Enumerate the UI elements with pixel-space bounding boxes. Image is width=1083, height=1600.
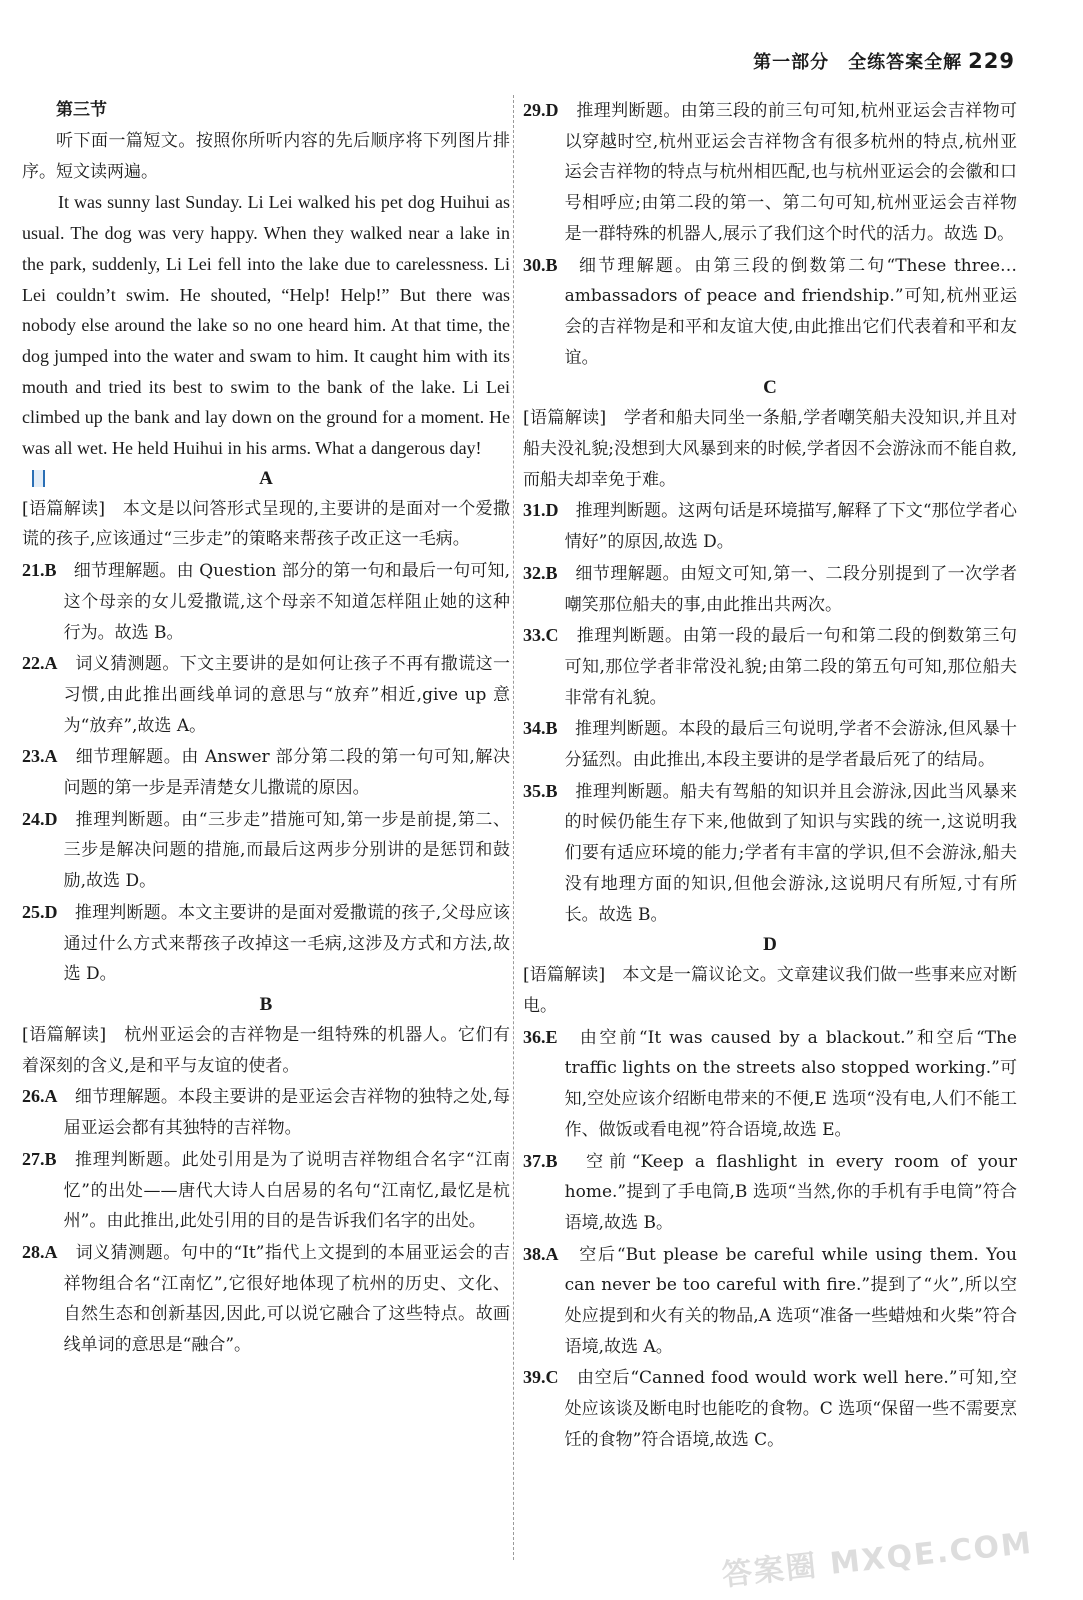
- answer-item: 25.D 推理判断题。本文主要讲的是面对爱撒谎的孩子,父母应该通过什么方式来帮孩子改掉这一毛病,这涉及方式和方法,故选 D。: [22, 901, 511, 985]
- listening-passage: It was sunny last Sunday. Li Lei walked his pet dog Huihui as usual. The dog was very happy. When they walked near a lake in the park, suddenly, Li Lei fell into the lake due to carelessness. Li Lei couldn’t swim. He shouted, “Help! Help!” But there was nobody else around the lake so no one heard him. At that time, the dog jumped into the water and swam to him. It caught him with its mouth and tried its best to swim to the bank of the lake. Li Lei climbed up the bank and lay down on the ground for a moment. He was all wet. He held Huihui in his arms. What a dangerous day!: [22, 192, 510, 459]
- header-title: 第一部分 全练答案全解: [753, 52, 963, 73]
- answer-list-a: [22, 555, 510, 990]
- column-divider: [513, 95, 514, 1560]
- summary-label: [语篇解读]: [22, 1024, 107, 1045]
- passage-summary-c: [语篇解读] 学者和船夫同坐一条船,学者嘲笑船夫没知识,并且对船夫没礼貌;没想到大风暴到来的时候,学者因不会游泳而不能自救,而船夫却幸免于难。: [523, 408, 1018, 490]
- section-heading-d: D: [763, 934, 777, 956]
- answer-item: 24.D 推理判断题。由“三步走”措施可知,第一步是前提,第二、三步是解决问题的措施,而最后这两步分别讲的是惩罚和鼓励,故选 D。: [22, 808, 510, 892]
- passage-summary-b: [语篇解读] 杭州亚运会的吉祥物是一组特殊的机器人。它们有着深刻的含义,是和平与友谊的使者。: [22, 1024, 511, 1076]
- answer-item: 31.D 推理判断题。这两句话是环境描写,解释了下文“那位学者心情好”的原因,故选 D。: [523, 500, 1017, 553]
- answer-item: 23.A 细节理解题。由 Answer 部分第二段的第一句可知,解决问题的第一步是弄清楚女儿撒谎的原因。: [22, 746, 510, 799]
- marker-icon: [32, 470, 45, 487]
- answer-item: 22.A 词义猜测题。下文主要讲的是如何让孩子不再有撒谎这一习惯,由此推出画线单词的意思与“放弃”相近,give up 意为“放弃”,故选 A。: [22, 653, 511, 736]
- section-heading-c: C: [763, 377, 777, 399]
- answer-list-b-continued: [523, 95, 1017, 373]
- page-number: 229: [968, 49, 1015, 73]
- answer-item: 27.B 推理判断题。此处引用是为了说明吉祥物组合名字“江南忆”的出处——唐代大诗人白居易的名句“江南忆,最忆是杭州”。由此推出,此处引用的目的是告诉我们名字的出处。: [22, 1148, 510, 1232]
- answer-list-b: [22, 1081, 510, 1360]
- section-title: 第三节: [56, 100, 107, 120]
- section-heading-a: A: [22, 464, 510, 494]
- summary-label: [语篇解读]: [523, 408, 607, 429]
- answer-item: 21.B 细节理解题。由 Question 部分的第一句和最后一句可知,这个母亲的女儿爱撒谎,这个母亲不知道怎样阻止她的这种行为。故选 B。: [22, 560, 510, 643]
- answer-item: 32.B 细节理解题。由短文可知,第一、二段分别提到了一次学者嘲笑那位船夫的事,由此推出共两次。: [523, 562, 1018, 615]
- watermark: 答案圈 MXQE.COM: [720, 1525, 1035, 1594]
- answer-item: 39.C 由空后“Canned food would work well here.”可知,空处应该谈及断电时也能吃的食物。C 选项“保留一些不需要烹饪的食物”符合语境,故选 C。: [523, 1367, 1017, 1450]
- left-column: [22, 95, 510, 1361]
- page-header: [753, 48, 1015, 74]
- answer-item: 37.B 空前“Keep a flashlight in every room of your home.”提到了手电筒,B 选项“当然,你的手机有手电筒”符合语境,故选 B。: [523, 1150, 1017, 1233]
- summary-label: [语篇解读]: [523, 965, 606, 986]
- answer-item: 35.B 推理判断题。船夫有驾船的知识并且会游泳,因此当风暴来的时候仍能生存下来,他做到了知识与实践的统一,这说明我们要有适应环境的能力;学者有丰富的学识,但不会游泳,船夫没有地理方面的知识,但他会游泳,这说明尺有所短,寸有所长。故选 B。: [523, 780, 1018, 925]
- answer-item: 28.A 词义猜测题。句中的“It”指代上文提到的本届亚运会的吉祥物组合名“江南忆”,它很好地体现了杭州的历史、文化、自然生态和创新基因,因此,可以说它融合了这些特点。故画线单词的意思是“融合”。: [22, 1241, 510, 1356]
- answer-item: 38.A 空后“But please be careful while using them. You can never be too careful with fire.”提到了“火”,所以空处应提到和火有关的物品,A 选项“准备一些蜡烛和火柴”符合语境,故选 A。: [523, 1243, 1017, 1357]
- passage-summary-d: [语篇解读] 本文是一篇议论文。文章建议我们做一些事来应对断电。: [523, 965, 1018, 1016]
- answer-item: 26.A 细节理解题。本段主要讲的是亚运会吉祥物的独特之处,每届亚运会都有其独特的吉祥物。: [22, 1086, 511, 1139]
- section-heading-b: B: [259, 993, 273, 1015]
- passage-summary-a: [语篇解读] 本文是以问答形式呈现的,主要讲的是面对一个爱撒谎的孩子,应该通过“三步走”的策略来帮孩子改正这一毛病。: [22, 498, 511, 550]
- answer-list-d: [523, 1022, 1017, 1456]
- summary-label: [语篇解读]: [22, 498, 106, 519]
- answer-item: 34.B 推理判断题。本段的最后三句说明,学者不会游泳,但风暴十分猛烈。由此推出,本段主要讲的是学者最后死了的结局。: [523, 718, 1018, 771]
- answer-item: 30.B 细节理解题。由第三段的倒数第二句“These three…ambassadors of peace and friendship.”可知,杭州亚运会的吉祥物是和平和友谊大使,由此推出它们代表着和平和友谊。: [523, 254, 1017, 368]
- answer-item: 29.D 推理判断题。由第三段的前三句可知,杭州亚运会吉祥物可以穿越时空,杭州亚运会吉祥物含有很多杭州的特点,杭州亚运会吉祥物的特点与杭州相匹配,也与杭州亚运会的会徽和口号相呼应;由第二段的第一、第二句可知,杭州亚运会吉祥物是一群特殊的机器人,展示了我们这个时代的活力。故选 D。: [523, 100, 1018, 244]
- answer-item: 33.C 推理判断题。由第一段的最后一句和第二段的倒数第三句可知,那位学者非常没礼貌;由第二段的第五句可知,那位船夫非常有礼貌。: [523, 625, 1018, 708]
- answer-list-c: [523, 495, 1017, 930]
- listening-instruction: 听下面一篇短文。按照你所听内容的先后顺序将下列图片排序。短文读两遍。: [22, 131, 510, 182]
- right-column: [523, 95, 1017, 1456]
- answer-item: 36.E 由空前“It was caused by a blackout.”和空后“The traffic lights on the streets also stopped working.”可知,空处应该介绍断电带来的不便,E 选项“没有电,人们不能工作、做饭或看电视”符合语境,故选 E。: [523, 1026, 1017, 1140]
